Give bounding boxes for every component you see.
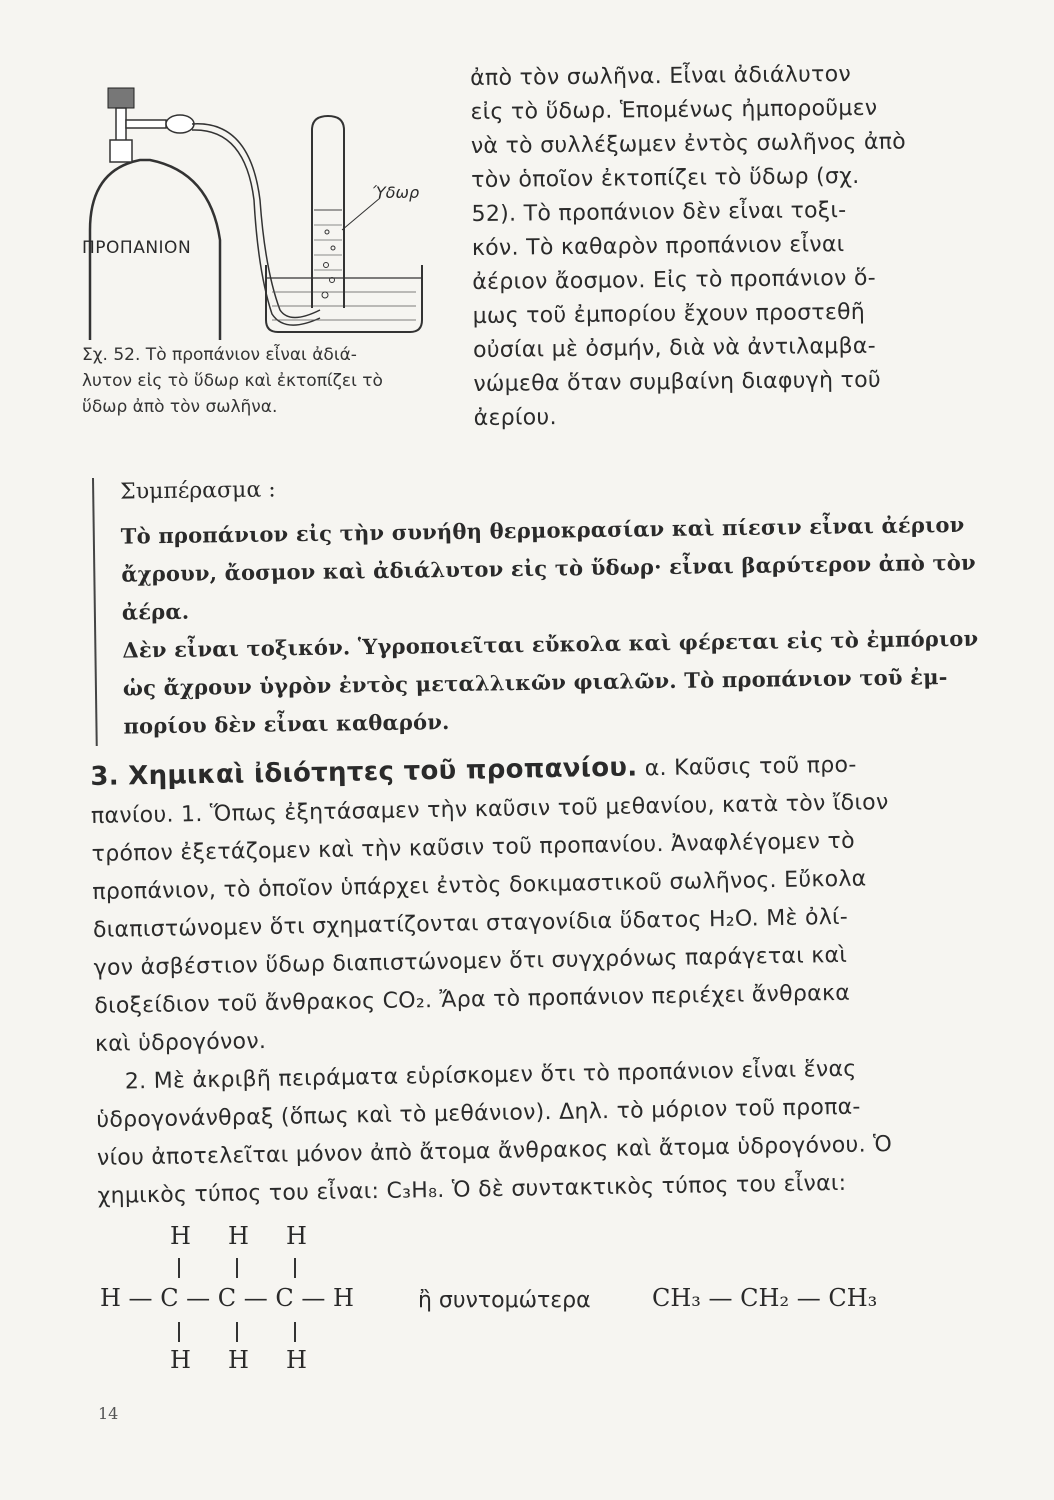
section-line: τρόπον ἐξετάζομεν καὶ τὴν καῦσιν τοῦ προπανίου. Ἀναφλέγομεν τὸ — [91, 828, 856, 867]
text-line: μως τοῦ ἐμπορίου ἔχουν προστεθῆ — [472, 299, 866, 329]
text-line: ἀέριον ἄοσμον. Εἰς τὸ προπάνιον ὅ- — [472, 265, 877, 295]
conclusion-line: ἀέρα. — [121, 598, 190, 625]
propane-label: ΠΡΟΠΑΝΙΟΝ — [82, 238, 192, 258]
carbon-chain: H — C — C — C — H — [100, 1284, 354, 1312]
text-line: οὐσίαι μὲ ὀσμήν, διὰ νὰ ἀντιλαμβα- — [472, 333, 877, 363]
conclusion-line: Τὸ προπάνιον εἰς τὴν συνήθη θερμοκρασίαν καὶ πίεσιν εἶναι ἀέριον — [120, 511, 965, 549]
vertical-bond — [236, 1322, 238, 1342]
section-line: διαπιστώνομεν ὅτι σχηματίζονται σταγονίδια ὕδατος H₂O. Μὲ ὀλί- — [92, 904, 849, 943]
text-line: ἀερίου. — [473, 405, 557, 431]
conclusion-line: ὡς ἄχρουν ὑγρὸν ἐντὸς μεταλλικῶν φιαλῶν. Τὸ προπάνιον τοῦ ἐμ- — [122, 664, 948, 701]
conclusion-heading: Συμπέρασμα : — [120, 477, 276, 505]
section-line: διοξείδιον τοῦ ἄνθρακος CO₂. Ἄρα τὸ προπάνιον περιέχει ἄνθρακα — [94, 980, 851, 1019]
section-heading-rest: α. Καῦσις τοῦ προ- — [637, 752, 857, 782]
caption-line: ὕδωρ ἀπὸ τὸν σωλῆνα. — [82, 397, 278, 417]
text-line: τὸν ὁποῖον ἐκτοπίζει τὸ ὕδωρ (σχ. — [471, 163, 860, 193]
section-line: ὑδρογονάνθραξ (ὅπως καὶ τὸ μεθάνιον). Δηλ. τὸ μόριον τοῦ προπα- — [96, 1094, 861, 1133]
caption-line: Σχ. 52. Τὸ προπάνιον εἶναι ἀδιά- — [82, 345, 357, 365]
hydrogen-atom: H — [170, 1222, 191, 1250]
section-line: χημικὸς τύπος του εἶναι: C₃H₈. Ὁ δὲ συντακτικὸς τύπος του εἶναι: — [97, 1170, 847, 1209]
text-line: νὰ τὸ συλλέξωμεν ἐντὸς σωλῆνος ἀπὸ — [470, 129, 907, 159]
conclusion-line: Δὲν εἶναι τοξικόν. Ὑγροποιεῖται εὔκολα καὶ φέρεται εἰς τὸ ἐμπόριον — [122, 625, 979, 663]
condensed-formula: CH₃ — CH₂ — CH₃ — [652, 1284, 878, 1312]
alternative-label: ἢ συντομώτερα — [418, 1288, 591, 1313]
hydrogen-atom: H — [228, 1346, 249, 1374]
text-line: νώμεθα ὅταν συμβαίνη διαφυγὴ τοῦ — [473, 367, 882, 397]
section-line: πανίου. 1. Ὅπως ἐξητάσαμεν τὴν καῦσιν τοῦ μεθανίου, κατὰ τὸν ἴδιον — [90, 790, 889, 829]
section-line: νίου ἀποτελεῖται μόνον ἀπὸ ἄτομα ἄνθρακος καὶ ἄτομα ὑδρογόνου. Ὁ — [96, 1132, 893, 1171]
text-line: κόν. Τὸ καθαρὸν προπάνιον εἶναι — [471, 232, 845, 261]
conclusion-block — [92, 465, 1004, 746]
hydrogen-atom: H — [228, 1222, 249, 1250]
vertical-bond — [178, 1258, 180, 1278]
section-line: καὶ ὑδρογόνον. — [94, 1028, 267, 1057]
propane-apparatus-figure — [80, 80, 450, 350]
water-label: Ύδωρ — [372, 183, 420, 202]
propane-structural-formula — [100, 1222, 960, 1382]
hydrogen-atom: H — [286, 1222, 307, 1250]
section-line: γον ἀσβέστιον ὕδωρ διαπιστώνομεν ὅτι συγχρόνως παράγεται καὶ — [93, 942, 848, 981]
section-line: 2. Μὲ ἀκριβῆ πειράματα εὑρίσκομεν ὅτι τὸ προπάνιον εἶναι ἕνας — [95, 1056, 857, 1095]
section-line: προπάνιον, τὸ ὁποῖον ὑπάρχει ἐντὸς δοκιμαστικοῦ σωλῆνος. Εὔκολα — [92, 866, 867, 905]
vertical-bond — [178, 1322, 180, 1342]
figure-caption — [82, 342, 452, 420]
apparatus-illustration — [80, 80, 450, 350]
right-column-text — [470, 57, 954, 436]
text-line: ἀπὸ τὸν σωλῆνα. Εἶναι ἀδιάλυτον — [470, 62, 852, 91]
page-number: 14 — [98, 1404, 119, 1423]
vertical-bond — [294, 1322, 296, 1342]
section-chemical-properties — [90, 743, 978, 1216]
section-heading: 3. Χημικαὶ ἰδιότητες τοῦ προπανίου. — [90, 752, 638, 792]
caption-line: λυτον εἰς τὸ ὕδωρ καὶ ἐκτοπίζει τὸ — [82, 371, 383, 391]
text-line: εἰς τὸ ὕδωρ. Ἑπομένως ἠμποροῦμεν — [470, 95, 878, 125]
hydrogen-atom: H — [286, 1346, 307, 1374]
hydrogen-atom: H — [170, 1346, 191, 1374]
conclusion-line: ἄχρουν, ἄοσμον καὶ ἀδιάλυτον εἰς τὸ ὕδωρ· εἶναι βαρύτερον ἀπὸ τὸν — [121, 549, 976, 587]
vertical-bond — [236, 1258, 238, 1278]
vertical-bond — [294, 1258, 296, 1278]
text-line: 52). Τὸ προπάνιον δὲν εἶναι τοξι- — [471, 198, 847, 227]
conclusion-line: πορίου δὲν εἶναι καθαρόν. — [123, 709, 450, 739]
